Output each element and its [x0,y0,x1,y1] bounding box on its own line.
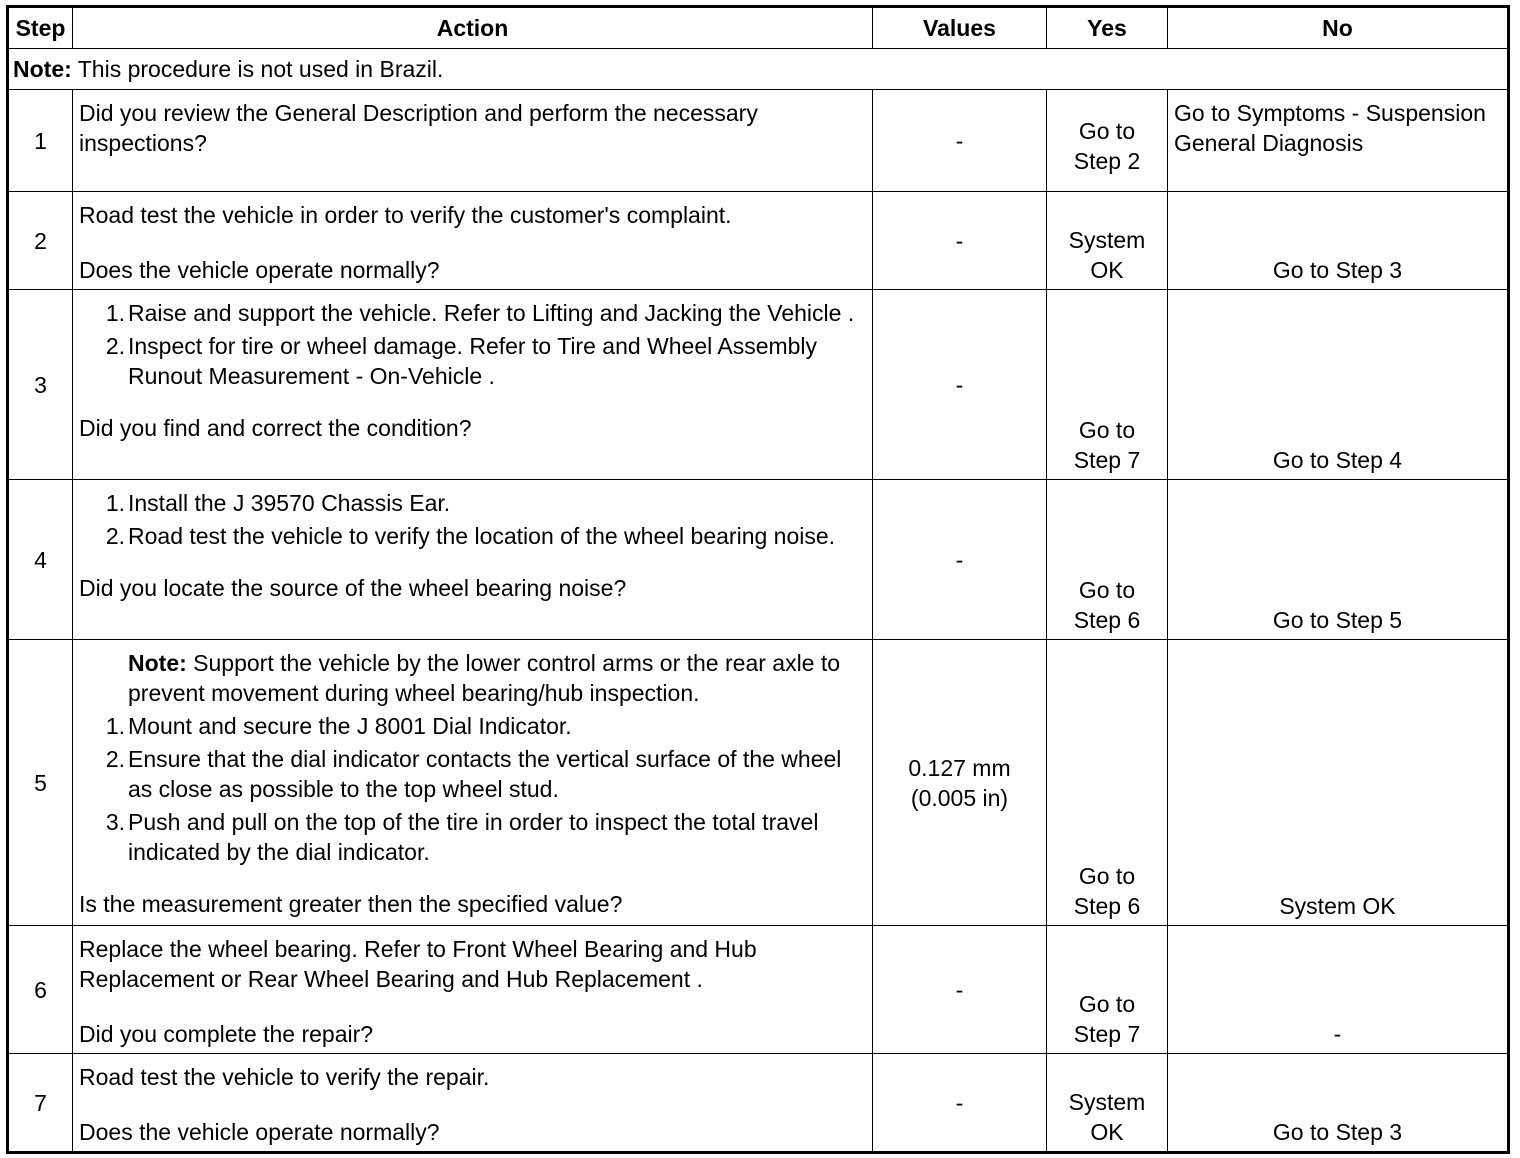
header-step: Step [8,7,73,49]
note-text: This procedure is not used in Brazil. [71,56,444,82]
yes-cell: Go to Step 2 [1047,90,1168,192]
list-item: 1. Mount and secure the J 8001 Dial Indicator. [105,713,572,739]
table-row [8,90,1509,192]
header-row [8,7,1509,49]
action-question: Is the measurement greater then the specified value? [79,891,623,917]
action-cell [73,290,873,480]
note-label: Note: [13,56,72,82]
list-item: 2. Road test the vehicle to verify the location of the wheel bearing noise. [105,523,836,549]
yes-cell: Go to Step 6 [1047,480,1168,640]
action-question: Does the vehicle operate normally? [79,257,440,283]
action-cell [73,640,873,926]
value-cell [873,640,1047,926]
list-item: 2. Inspect for tire or wheel damage. Refer to Tire and Wheel Assembly Runout Measurement - On-Vehicle . [105,333,818,389]
no-cell: Go to Step 4 [1168,290,1509,480]
action-list [79,711,866,867]
procedure-note [8,49,1509,90]
action-list [79,488,866,551]
list-item: 1. Install the J 39570 Chassis Ear. [105,490,451,516]
value-cell: - [873,926,1047,1054]
action-cell [73,926,873,1054]
list-item: 1. Raise and support the vehicle. Refer to Lifting and Jacking the Vehicle . [105,300,855,326]
yes-cell: Go to Step 7 [1047,290,1168,480]
value-cell: - [873,90,1047,192]
header-values: Values [873,7,1047,49]
step-number: 2 [8,192,73,290]
value-imperial: (0.005 in) [910,784,1009,811]
yes-cell: Go to Step 6 [1047,640,1168,926]
step-number: 4 [8,480,73,640]
header-no: No [1168,7,1509,49]
value-cell: - [873,480,1047,640]
table-row [8,640,1509,926]
step-number: 3 [8,290,73,480]
table-row [8,480,1509,640]
action-cell [73,480,873,640]
step-number: 7 [8,1054,73,1153]
yes-cell: System OK [1047,1054,1168,1153]
table-row [8,926,1509,1054]
step-number: 5 [8,640,73,926]
no-cell: Go to Step 3 [1168,1054,1509,1153]
value-cell: - [873,192,1047,290]
action-cell [73,1054,873,1153]
no-cell: System OK [1168,640,1509,926]
header-action: Action [73,7,873,49]
action-text: Replace the wheel bearing. Refer to Front Wheel Bearing and Hub Replacement or Rear Wheel Bearing and Hub Replacement . [79,936,757,992]
step-number: 1 [8,90,73,192]
action-cell [73,192,873,290]
action-question: Does the vehicle operate normally? [79,1119,440,1145]
no-cell: - [1168,926,1509,1054]
action-question: Did you locate the source of the wheel bearing noise? [79,575,627,601]
table-row [8,1054,1509,1153]
yes-cell: Go to Step 7 [1047,926,1168,1054]
list-item: 2. Ensure that the dial indicator contacts the vertical surface of the wheel as close as possible to the top wheel stud. [105,746,842,802]
no-cell: Go to Symptoms - Suspension General Diagnosis [1168,90,1509,192]
action-question: Did you complete the repair? [79,1021,374,1047]
diagnostic-table [6,5,1510,1154]
action-text: Road test the vehicle in order to verify the customer's complaint. [79,202,732,228]
action-question: Did you find and correct the condition? [79,415,472,441]
no-cell: Go to Step 5 [1168,480,1509,640]
value-cell: - [873,290,1047,480]
action-text: Did you review the General Description and perform the necessary inspections? [73,90,873,192]
value-cell: - [873,1054,1047,1153]
step-number: 6 [8,926,73,1054]
no-cell: Go to Step 3 [1168,192,1509,290]
list-item: 3. Push and pull on the top of the tire in order to inspect the total travel indicated by the dial indicator. [105,809,819,865]
action-list [79,298,866,391]
header-yes: Yes [1047,7,1168,49]
yes-cell: System OK [1047,192,1168,290]
step-note: Note: Support the vehicle by the lower control arms or the rear axle to prevent movement during wheel bearing/hub inspection. [128,650,841,706]
table-row [8,192,1509,290]
note-row [8,49,1509,90]
value-metric: 0.127 mm [908,754,1011,781]
table-row [8,290,1509,480]
action-text: Road test the vehicle to verify the repair. [79,1064,490,1090]
